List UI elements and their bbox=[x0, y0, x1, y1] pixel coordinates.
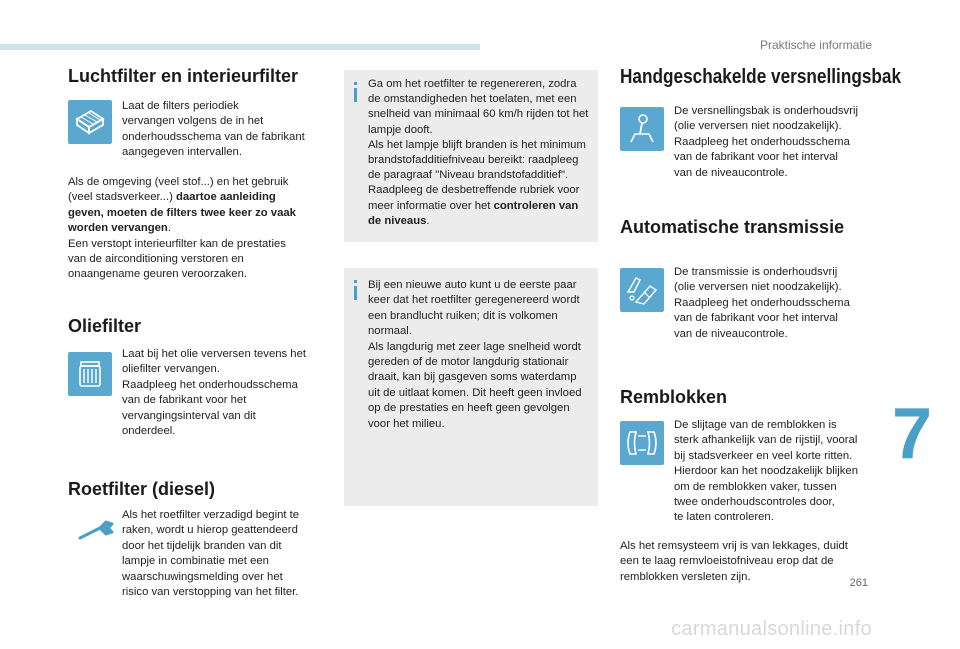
heading-automatisch: Automatische transmissie bbox=[620, 217, 845, 237]
luchtfilter-paragraph: Als de omgeving (veel stof...) en het gebruik (veel stadsverkeer...) daartoe aanleiding geven, moeten de filters twee keer zo vaak worden vervangen. Een verstopt interieurfilter kan de prestaties van de airconditioning verstoren en onaangename geuren veroorzaken. bbox=[68, 176, 296, 281]
remblokken-paragraph: Als het remsysteem vrij is van lekkages, duidt een te laag remvloeistofniveau erop dat de remblokken versleten zijn. bbox=[620, 540, 848, 583]
luchtfilter-icon-text: Laat de filters periodiek vervangen volgens de in het onderhoudsschema van de fabrikant aangegeven intervallen. bbox=[122, 100, 305, 159]
page-number: 261 bbox=[849, 577, 868, 589]
oliefilter-text: Laat bij het olie verversen tevens het oliefilter vervangen. Raadpleeg het onderhoudsschema van de fabrikant voor het vervangingsinterval van dit onderdeel. bbox=[122, 348, 306, 438]
handgeschakeld-text: De versnellingsbak is onderhoudsvrij (olie verversen niet noodzakelijk). Raadpleeg het onderhoudsschema van de fabrikant voor het interval van de niveaucontrole. bbox=[674, 105, 858, 179]
chapter-number: 7 bbox=[891, 394, 932, 474]
header-accent-bar bbox=[0, 44, 480, 50]
info-icon-dot bbox=[354, 82, 357, 85]
gear-shift-icon bbox=[620, 107, 664, 151]
info-icon-dot bbox=[354, 280, 357, 283]
heading-remblokken: Remblokken bbox=[620, 387, 728, 407]
wrench-warning-icon bbox=[78, 518, 118, 548]
info-note-regenerate: Ga om het roetfilter te regenereren, zodra de omstandigheden het toelaten, met een snelheid van minimaal 60 km/h rijden tot het lampje dooft. Als het lampje blijft branden is het minimum brandstofadditiefniveau bereikt: raadpleeg de paragraaf "Niveau brandstofadditief". Raadpleeg de desbetreffende rubriek voor meer informatie over het controleren van de niveaus. bbox=[344, 70, 598, 242]
section-title: Praktische informatie bbox=[759, 38, 872, 52]
info-icon bbox=[354, 88, 357, 102]
heading-luchtfilter: Luchtfilter en interieurfilter bbox=[68, 66, 299, 86]
brake-pads-icon bbox=[620, 421, 664, 465]
watermark: carmanualsonline.info bbox=[671, 618, 872, 640]
oil-filter-icon bbox=[68, 352, 112, 396]
heading-oliefilter: Oliefilter bbox=[68, 316, 142, 336]
roetfilter-text: Als het roetfilter verzadigd begint te raken, wordt u hierop geattendeerd door het tijdelijk branden van dit lampje in combinatie met een waarschuwingsmelding over het risico van verstopping van het filter. bbox=[122, 509, 300, 599]
info-note-new-car: Bij een nieuwe auto kunt u de eerste paar keer dat het roetfilter geregenereerd wordt een brandlucht ruiken; dit is volkomen normaal. Als langdurig met zeer lage snelheid wordt gereden of de motor langdurig stationair draait, kan bij gasgeven soms waterdamp uit de uitlaat komen. Dit heeft geen invloed op de prestaties en heeft geen gevolgen voor het milieu. bbox=[344, 268, 598, 506]
air-filter-icon bbox=[68, 100, 112, 144]
automatic-transmission-icon bbox=[620, 268, 664, 312]
remblokken-text: De slijtage van de remblokken is sterk afhankelijk van de rijstijl, vooral bij stadsverkeer en veel korte ritten. Hierdoor kan het noodzakelijk blijken om de remblokken vaker, tussen twee onderhoudscontroles door, te laten controleren. bbox=[674, 419, 858, 524]
automatisch-text: De transmissie is onderhoudsvrij (olie verversen niet noodzakelijk). Raadpleeg het onderhoudsschema van de fabrikant voor het interval van de niveaucontrole. bbox=[674, 266, 850, 340]
heading-handgeschakeld: Handgeschakelde versnellingsbak bbox=[620, 66, 902, 88]
heading-roetfilter: Roetfilter (diesel) bbox=[68, 479, 216, 499]
info-icon bbox=[354, 286, 357, 300]
